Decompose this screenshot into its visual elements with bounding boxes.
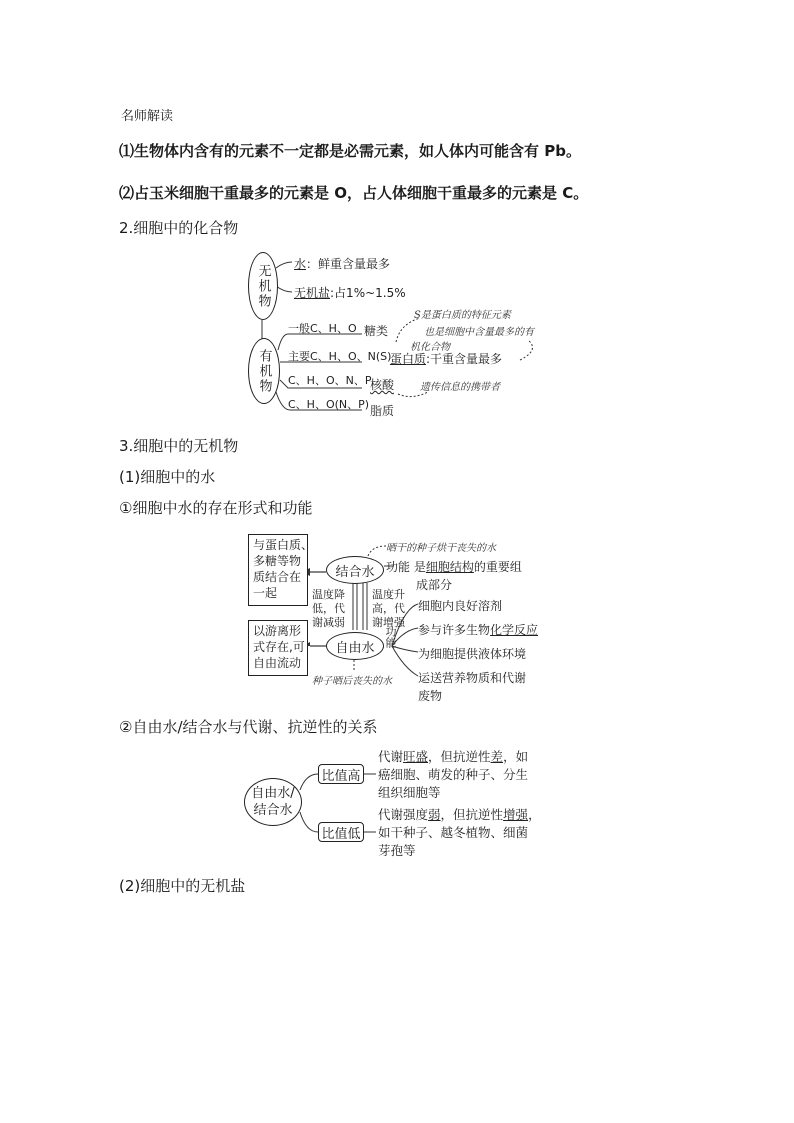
salt-label: 无机盐 (294, 286, 331, 300)
rl-1b: 弱 (428, 807, 441, 822)
nucleic-label: 核酸 (370, 378, 395, 392)
bound-func-label: 功能 (386, 560, 411, 574)
temp-down-1: 温度降 (312, 588, 345, 601)
ratio-low-desc-2: 如干种子、越冬植物、细菌 (378, 825, 529, 840)
ratio-low-label: 比值低 (321, 826, 361, 842)
row-sugar-elements: 一般C、H、O (288, 322, 357, 335)
temp-down-2: 低，代 (312, 602, 345, 615)
bound-func-line-2: 成部分 (416, 578, 453, 592)
ratio-low-box (318, 822, 364, 842)
rl-1e: ， (528, 807, 541, 822)
note-item-1: ⑴生物体内含有的元素不一定都是必需元素，如人体内可能含有 Pb。 (119, 142, 581, 160)
salt-desc: :占1%~1.5% (330, 286, 406, 300)
row-sugar-compound: 糖类 (364, 324, 389, 338)
rl-1a: 代谢强度 (378, 807, 429, 822)
section3-sub2: (2)细胞中的无机盐 (119, 877, 246, 895)
organic-oval (248, 338, 280, 404)
s-element-note: S是蛋白质的特征元素 (414, 310, 511, 321)
ratio-center-oval (244, 778, 302, 826)
bound-func-1c: 的重要组 (473, 560, 522, 574)
free-func-5: 废物 (418, 689, 443, 703)
rh-1e: ，如 (503, 749, 529, 764)
temp-up-3: 谢增强 (372, 616, 405, 629)
water-label: 水 (294, 257, 307, 271)
row-protein-compound: 蛋白质 (390, 352, 427, 366)
free-box-line-1: 以游离形 (253, 624, 302, 638)
bound-box-line-2: 多糖等物 (253, 554, 302, 568)
notes-title: 名师解读 (121, 109, 174, 124)
bound-func-1b: 细胞结构 (425, 560, 474, 574)
free-func-4: 运送营养物质和代谢 (418, 671, 527, 685)
temp-up-1: 温度升 (372, 588, 405, 601)
section3-sub1a: ①细胞中水的存在形式和功能 (119, 499, 313, 517)
free-box-line-3: 自由流动 (253, 656, 302, 670)
bound-func-line-1 (386, 558, 522, 575)
free-func-2b: 化学反应 (490, 623, 539, 637)
bound-water-oval (326, 556, 384, 584)
temp-down (312, 588, 345, 630)
protein-note-2: 机化合物 (410, 342, 450, 353)
ratio-high-desc-2: 癌细胞、萌发的种子、分生 (378, 767, 529, 782)
free-func-3: 为细胞提供液体环境 (418, 647, 527, 661)
seed-dry-note: 晒干的种子烘干丧失的水 (386, 543, 496, 554)
ratio-low-desc-1 (378, 806, 541, 824)
bound-water-box (248, 534, 314, 606)
rh-1d: 差 (490, 749, 504, 764)
section3-sub1: (1)细胞中的水 (119, 468, 216, 486)
protein-note-1: 也是细胞中含量最多的有 (424, 327, 534, 338)
ratio-high-desc-3: 组织细胞等 (378, 785, 441, 800)
row-lipid-compound: 脂质 (370, 404, 395, 418)
free-func-label: 功能 (384, 626, 397, 648)
row-protein-elements: 主要C、H、O、N(S) (288, 350, 392, 363)
free-func-1: 细胞内良好溶剂 (418, 599, 503, 613)
ratio-center-line-1: 自由水/ (251, 786, 295, 801)
ratio-high-label: 比值高 (321, 768, 361, 784)
ratio-high-desc-1 (378, 748, 528, 766)
free-water-label: 自由水 (335, 640, 375, 656)
water-desc: ：鲜重含量最多 (306, 257, 391, 271)
free-water-oval (326, 632, 384, 660)
bound-func-1a: 是 (413, 560, 426, 574)
organic-label: 有机物 (256, 348, 272, 394)
section3-heading: 3.细胞中的无机物 (119, 437, 239, 455)
temp-down-3: 谢减弱 (312, 616, 345, 629)
temp-up-2: 高，代 (372, 602, 405, 615)
rl-1c: ，但抗逆性 (440, 807, 504, 822)
free-func-2 (418, 621, 538, 638)
nucleic-note: 遗传信息的携带者 (420, 382, 500, 393)
ratio-center-line-2: 结合水 (253, 803, 293, 818)
bound-box-line-4: 一起 (253, 586, 278, 600)
salt-row (294, 284, 406, 301)
section2-heading: 2.细胞中的化合物 (119, 219, 239, 237)
rh-1b: 旺盛 (403, 749, 429, 764)
ratio-high-desc (378, 748, 528, 802)
row-nucleic-compound (370, 376, 394, 393)
free-water-box (248, 620, 308, 676)
free-box-line-2: 式存在,可 (253, 640, 305, 654)
ratio-low-desc-3: 芽孢等 (378, 843, 416, 858)
row-nucleic-elements: C、H、O、N、P (288, 374, 372, 387)
free-func-2a: 参与许多生物 (418, 623, 491, 637)
seed-sun-note: 种子晒后丧失的水 (312, 676, 392, 687)
bound-water-label: 结合水 (335, 564, 375, 580)
note-item-2: ⑵占玉米细胞干重最多的元素是 O，占人体细胞干重最多的元素是 C。 (119, 184, 589, 202)
bound-box-line-3: 质结合在 (253, 570, 302, 584)
bound-box-line-1: 与蛋白质、 (253, 538, 314, 552)
ratio-low-desc (378, 806, 541, 860)
row-lipid-elements: C、H、O(N、P) (288, 398, 370, 411)
inorganic-oval (248, 252, 278, 320)
row-protein-desc: :干重含量最多 (426, 352, 503, 366)
rl-1d: 增强 (503, 807, 529, 822)
temp-up (372, 588, 405, 630)
ratio-high-box (318, 764, 364, 784)
rh-1c: ，但抗逆性 (428, 749, 491, 764)
inorganic-label: 无机物 (255, 263, 271, 309)
rh-1a: 代谢 (378, 749, 404, 764)
water-row (294, 255, 390, 272)
row-protein (390, 350, 502, 367)
section3-sub1b: ②自由水/结合水与代谢、抗逆性的关系 (119, 718, 378, 736)
